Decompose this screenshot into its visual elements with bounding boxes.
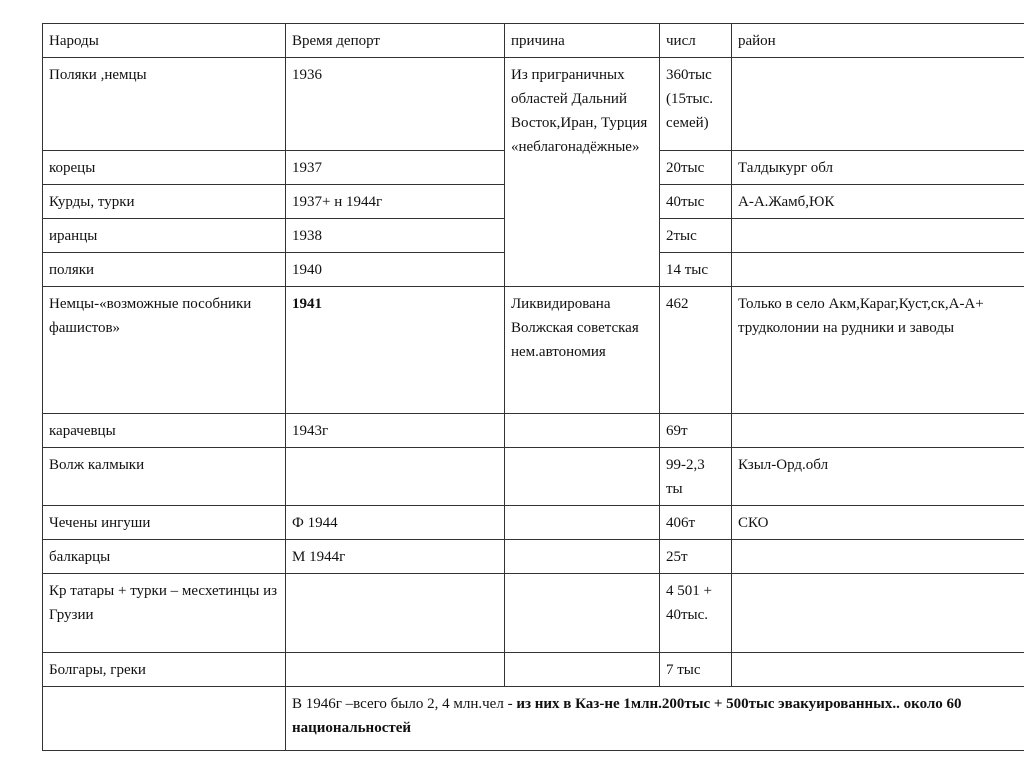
table-row xyxy=(43,287,1024,414)
cell-people: иранцы xyxy=(43,219,286,253)
cell-people: Курды, турки xyxy=(43,185,286,219)
cell-reason: Ликвидирована Волжская советская нем.автономия xyxy=(505,287,660,414)
cell-count: 14 тыс xyxy=(660,253,732,287)
header-people: Народы xyxy=(43,24,286,58)
cell-reason xyxy=(505,653,660,687)
table-row xyxy=(43,448,1024,506)
cell-time: 1940 xyxy=(286,253,505,287)
cell-reason xyxy=(505,540,660,574)
cell-time: 1943г xyxy=(286,414,505,448)
summary-row xyxy=(43,687,1024,751)
cell-region xyxy=(732,58,1024,151)
cell-count: 40тыс xyxy=(660,185,732,219)
cell-people: Чечены ингуши xyxy=(43,506,286,540)
cell-people: карачевцы xyxy=(43,414,286,448)
summary-empty-cell xyxy=(43,687,286,751)
cell-people: Немцы-«возможные пособники фашистов» xyxy=(43,287,286,414)
cell-time: 1938 xyxy=(286,219,505,253)
table-row xyxy=(43,574,1024,653)
cell-region: Кзыл-Орд.обл xyxy=(732,448,1024,506)
cell-people: поляки xyxy=(43,253,286,287)
cell-reason xyxy=(505,506,660,540)
cell-count: 406т xyxy=(660,506,732,540)
cell-time: 1941 xyxy=(286,287,505,414)
header-count: числ xyxy=(660,24,732,58)
cell-region xyxy=(732,653,1024,687)
cell-count: 4 501 + 40тыс. xyxy=(660,574,732,653)
cell-people: Волж калмыки xyxy=(43,448,286,506)
cell-count: 25т xyxy=(660,540,732,574)
cell-time: 1937 xyxy=(286,151,505,185)
deportation-table xyxy=(42,23,1024,751)
cell-people: Поляки ,немцы xyxy=(43,58,286,151)
table-row xyxy=(43,540,1024,574)
cell-time: Ф 1944 xyxy=(286,506,505,540)
cell-count: 99-2,3 ты xyxy=(660,448,732,506)
cell-time xyxy=(286,653,505,687)
table-row xyxy=(43,653,1024,687)
cell-count: 360тыс (15тыс. семей) xyxy=(660,58,732,151)
cell-time: 1937+ н 1944г xyxy=(286,185,505,219)
header-reason: причина xyxy=(505,24,660,58)
table-row xyxy=(43,506,1024,540)
cell-reason xyxy=(505,414,660,448)
cell-region: Талдыкург обл xyxy=(732,151,1024,185)
cell-count: 20тыс xyxy=(660,151,732,185)
cell-people: корецы xyxy=(43,151,286,185)
header-time: Время депорт xyxy=(286,24,505,58)
cell-region xyxy=(732,574,1024,653)
cell-region xyxy=(732,219,1024,253)
cell-count: 462 xyxy=(660,287,732,414)
cell-time: М 1944г xyxy=(286,540,505,574)
header-row xyxy=(43,24,1024,58)
summary-cell xyxy=(286,687,1024,751)
cell-time: 1936 xyxy=(286,58,505,151)
summary-plain-text: В 1946г –всего было 2, 4 млн.чел - xyxy=(292,696,517,712)
summary-bold-text: из них в Каз-не 1млн.200тыс + 500тыс эвакуированных.. около 60 национальностей xyxy=(292,696,962,736)
table-row xyxy=(43,58,1024,151)
cell-count: 2тыс xyxy=(660,219,732,253)
cell-region: СКО xyxy=(732,506,1024,540)
cell-reason xyxy=(505,574,660,653)
header-region: район xyxy=(732,24,1024,58)
cell-region xyxy=(732,414,1024,448)
cell-region xyxy=(732,540,1024,574)
cell-reason xyxy=(505,448,660,506)
cell-count: 7 тыс xyxy=(660,653,732,687)
cell-region: А-А.Жамб,ЮК xyxy=(732,185,1024,219)
cell-time xyxy=(286,574,505,653)
cell-people: Болгары, греки xyxy=(43,653,286,687)
cell-region: Только в село Акм,Караг,Куст,ск,А-А+ трудколонии на рудники и заводы xyxy=(732,287,1024,414)
cell-count: 69т xyxy=(660,414,732,448)
cell-people: Кр татары + турки – месхетинцы из Грузии xyxy=(43,574,286,653)
cell-region xyxy=(732,253,1024,287)
table-row xyxy=(43,414,1024,448)
cell-reason: Из приграничных областей Дальний Восток,Иран, Турция «неблагонадёжные» xyxy=(505,58,660,287)
cell-people: балкарцы xyxy=(43,540,286,574)
cell-time xyxy=(286,448,505,506)
